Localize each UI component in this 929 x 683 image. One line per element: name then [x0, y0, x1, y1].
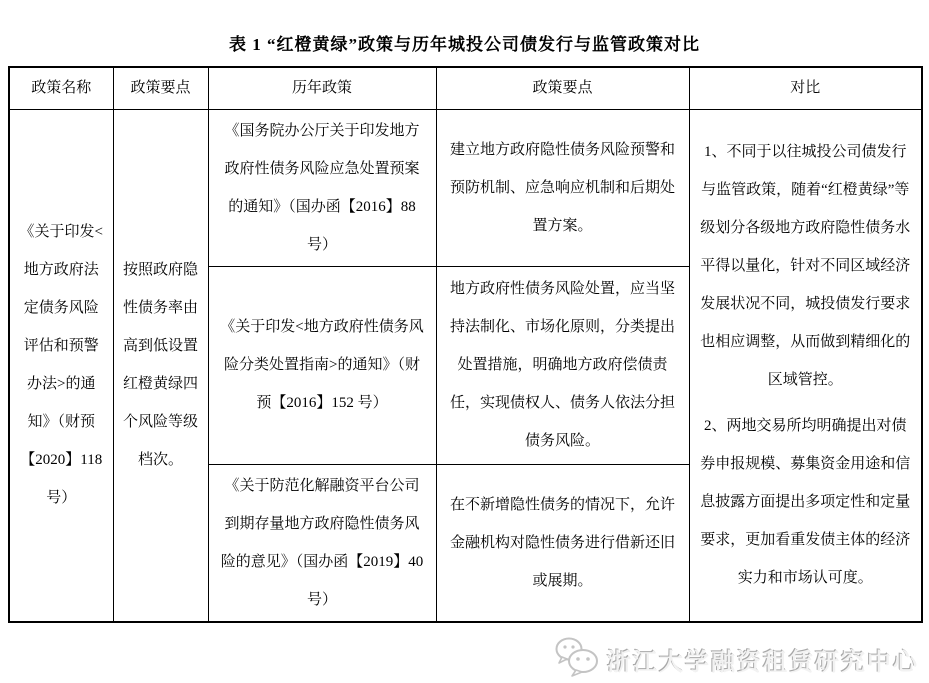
cell-historical-policy-3: 《关于防范化解融资平台公司到期存量地方政府隐性债务风险的意见》（国办函【2019】40 号） — [208, 464, 436, 622]
footer-logo-text: 浙江大学融资租赁研究中心 — [607, 649, 919, 676]
cell-policy-points: 按照政府隐性债务率由高到低设置红橙黄绿四个风险等级档次。 — [113, 109, 208, 622]
comparison-paragraph-2: 2、两地交易所均明确提出对债券申报规模、募集资金用途和信息披露方面提出多项定性和定量要求，更加看重发债主体的经济实力和市场认可度。 — [700, 418, 911, 586]
header-comparison: 对比 — [689, 67, 922, 109]
header-policy-points-2: 政策要点 — [436, 67, 689, 109]
cell-historical-points-2: 地方政府性债务风险处置，应当坚持法制化、市场化原则，分类提出处置措施，明确地方政府偿债责任，实现债权人、债务人依法分担债务风险。 — [436, 266, 689, 464]
table-caption: 表 1 “红橙黄绿”政策与历年城投公司债发行与监管政策对比 — [229, 35, 700, 54]
cell-comparison — [689, 109, 922, 622]
cell-historical-policy-1: 《国务院办公厅关于印发地方政府性债务风险应急处置预案的通知》（国办函【2016】88 号） — [208, 109, 436, 266]
cell-historical-points-3: 在不新增隐性债务的情况下，允许金融机构对隐性债务进行借新还旧或展期。 — [436, 464, 689, 622]
header-historical-policy: 历年政策 — [208, 67, 436, 109]
wechat-icon — [554, 636, 600, 683]
footer-watermark — [0, 636, 929, 683]
cell-historical-policy-2: 《关于印发<地方政府性债务风险分类处置指南>的通知》（财预【2016】152 号） — [208, 266, 436, 464]
table-row — [9, 109, 922, 266]
cell-policy-name: 《关于印发<地方政府法定债务风险评估和预警办法>的通知》（财预【2020】118 号） — [9, 109, 113, 622]
header-policy-points: 政策要点 — [113, 67, 208, 109]
policy-comparison-table — [8, 66, 923, 623]
cell-historical-points-1: 建立地方政府隐性债务风险预警和预防机制、应急响应机制和后期处置方案。 — [436, 109, 689, 266]
table-header-row — [9, 67, 922, 109]
header-policy-name: 政策名称 — [9, 67, 113, 109]
comparison-paragraph-1: 1、不同于以往城投公司债发行与监管政策，随着“红橙黄绿”等级划分各级地方政府隐性债务水平得以量化，针对不同区域经济发展状况不同，城投债发行要求也相应调整，从而做到精细化的区域管控。 — [700, 144, 911, 388]
